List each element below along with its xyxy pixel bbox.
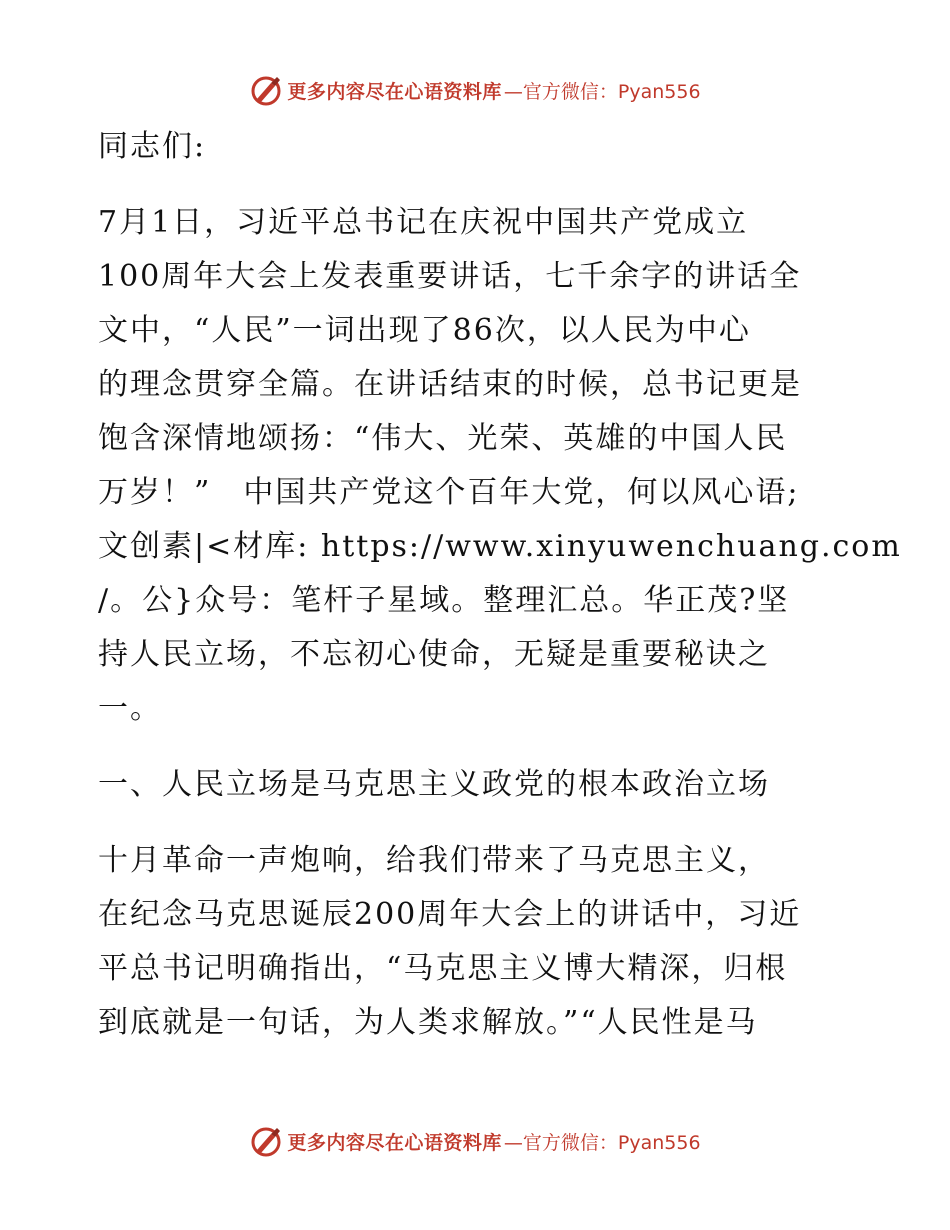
salutation: 同志们: (98, 129, 207, 164)
footer-watermark-banner (0, 1121, 950, 1161)
section-heading: 一、人民立场是马克思主义政党的根本政治立场 (98, 767, 770, 802)
paragraph-gap (98, 736, 858, 758)
body-line: /。公}众号：笔杆子星域。整理汇总。华正茂?坚 (98, 583, 790, 618)
body-line: 文中，“人民”一词出现了86次，以人民为中心 (98, 313, 751, 348)
body-line: 的理念贯穿全篇。在讲话结束的时候，总书记更是 (98, 367, 802, 402)
paragraph-gap (98, 812, 858, 834)
banner-main-text: 更多内容尽在心语资料库 (287, 80, 502, 103)
body-line: 万岁！” 中国共产党这个百年大党，何以风心语; (98, 475, 800, 510)
banner-sub-text: —官方微信：Pyan556 (503, 1131, 701, 1154)
body-line: 一。 (98, 691, 162, 726)
body-line: 持人民立场，不忘初心使命，无疑是重要秘诀之 (98, 637, 770, 672)
banner-main-text: 更多内容尽在心语资料库 (287, 1131, 502, 1154)
body-line: 文创素|<材库: https://www.xinyuwenchuang.com (98, 529, 902, 564)
pen-logo-icon (249, 73, 283, 107)
document-body (98, 120, 902, 1050)
header-watermark-banner (0, 70, 950, 110)
pen-logo-icon (249, 1124, 283, 1158)
body-line: 100周年大会上发表重要讲话，七千余字的讲话全 (98, 259, 802, 294)
body-line: 7月1日，习近平总书记在庆祝中国共产党成立 (98, 205, 749, 240)
body-line: 十月革命一声炮响，给我们带来了马克思主义， (98, 843, 770, 878)
body-line: 饱含深情地颂扬：“伟大、光荣、英雄的中国人民 (98, 421, 788, 456)
paragraph-gap (98, 174, 858, 196)
banner-sub-text: —官方微信：Pyan556 (503, 80, 701, 103)
body-line: 在纪念马克思诞辰200周年大会上的讲话中，习近 (98, 897, 802, 932)
body-line: 到底就是一句话，为人类求解放。”“人民性是马 (98, 1005, 758, 1040)
body-line: 平总书记明确指出，“马克思主义博大精深，归根 (98, 951, 788, 986)
